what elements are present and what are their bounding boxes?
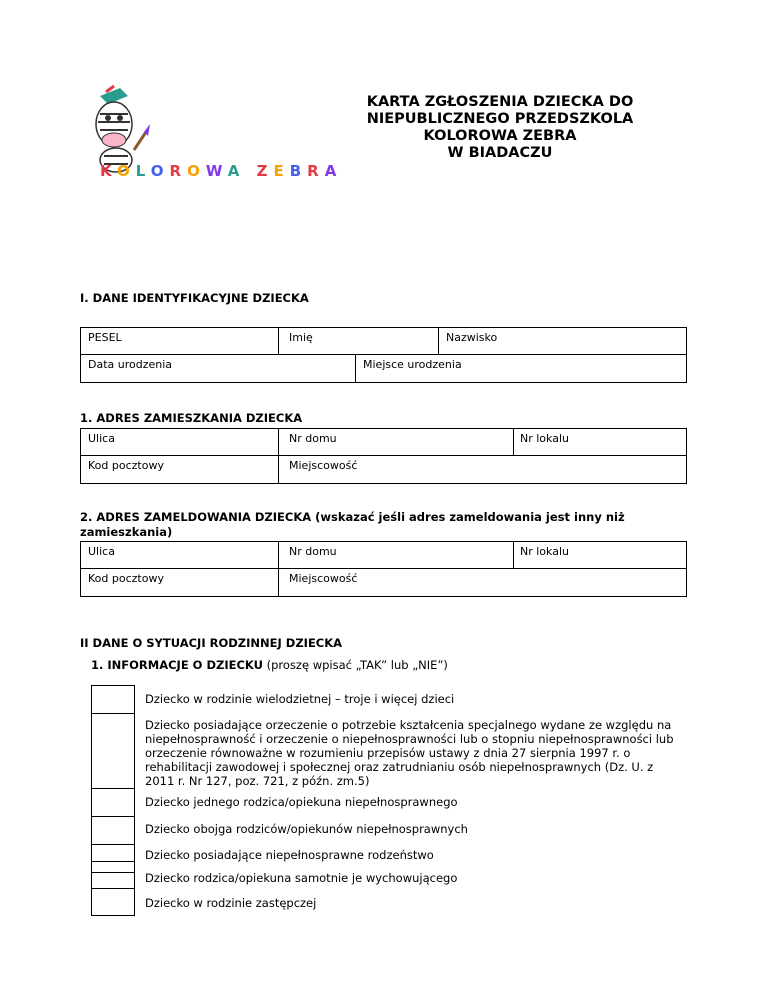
registration-address-table <box>80 541 687 597</box>
logo-letter: K <box>100 162 117 180</box>
logo-letter: B <box>289 162 308 180</box>
pesel-field[interactable]: PESEL <box>88 331 122 344</box>
birth-place-field[interactable]: Miejsce urodzenia <box>363 358 462 371</box>
option-answer-box[interactable] <box>91 685 135 714</box>
option-answer-box[interactable] <box>91 788 135 817</box>
last-name-field[interactable]: Nazwisko <box>446 331 498 344</box>
house-number-field[interactable]: Nr domu <box>289 432 337 445</box>
child-info-subheading <box>91 658 448 672</box>
reg-house-number-field[interactable]: Nr domu <box>289 545 337 558</box>
logo-text <box>100 162 342 180</box>
section-1-heading: I. DANE IDENTYFIKACYJNE DZIECKA <box>80 291 309 305</box>
option-answer-box[interactable] <box>91 816 135 845</box>
child-info-subheading-note: (proszę wpisać „TAK” lub „NIE”) <box>262 658 448 672</box>
reg-city-field[interactable]: Miejscowość <box>289 572 358 585</box>
residence-address-heading: 1. ADRES ZAMIESZKANIA DZIECKA <box>80 411 303 425</box>
document-title <box>330 94 670 162</box>
reg-street-field[interactable]: Ulica <box>88 545 115 558</box>
logo-letter: W <box>205 162 228 180</box>
registration-address-heading: 2. ADRES ZAMELDOWANIA DZIECKA (wskazać jeśli adres zameldowania jest inny niż <box>80 510 625 524</box>
option-text: Dziecko posiadające niepełnosprawne rodzeństwo <box>145 848 434 862</box>
title-line: KARTA ZGŁOSZENIA DZIECKA DO <box>366 94 634 110</box>
option-text: Dziecko w rodzinie wielodzietnej – troje i więcej dzieci <box>145 692 455 706</box>
logo-letter: L <box>135 162 151 180</box>
title-line: W BIADACZU <box>447 145 553 161</box>
option-text: Dziecko rodzica/opiekuna samotnie je wychowującego <box>145 871 458 885</box>
logo-letter: O <box>150 162 170 180</box>
option-text: Dziecko w rodzinie zastępczej <box>145 896 317 910</box>
option-answer-box[interactable] <box>91 888 135 916</box>
logo-letter: R <box>307 162 325 180</box>
street-field[interactable]: Ulica <box>88 432 115 445</box>
reg-apartment-number-field[interactable]: Nr lokalu <box>520 545 569 558</box>
option-answer-box[interactable] <box>91 713 135 789</box>
option-answer-box[interactable] <box>91 861 135 889</box>
title-line: KOLOROWA ZEBRA <box>423 128 577 144</box>
logo-letter: O <box>116 162 136 180</box>
postal-code-field[interactable]: Kod pocztowy <box>88 459 164 472</box>
logo-letter: E <box>273 162 290 180</box>
birth-date-field[interactable]: Data urodzenia <box>88 358 173 371</box>
title-line: NIEPUBLICZNEGO PRZEDSZKOLA <box>366 111 634 127</box>
logo-letter: A <box>324 162 343 180</box>
residence-address-table <box>80 428 687 484</box>
option-text: Dziecko posiadające orzeczenie o potrzebie kształcenia specjalnego wydane ze względu na niepełnosprawność i orzeczenie o niepełnosprawności lub o stopniu niepełnosprawności lub orzeczenie równoważne w rozumieniu przepisów ustawy z dnia 27 sierpnia 1997 r. o rehabilitacji zawodowej i społecznej oraz zatrudnianiu osób niepełnosprawnych (Dz. U. z 2011 r. Nr 127, poz. 721, z późn. zm.5) <box>145 718 674 788</box>
child-info-subheading-bold: 1. INFORMACJE O DZIECKU <box>91 658 263 672</box>
logo-letter: R <box>169 162 188 180</box>
apartment-number-field[interactable]: Nr lokalu <box>520 432 569 445</box>
registration-address-heading-cont: zamieszkania) <box>80 525 173 539</box>
first-name-field[interactable]: Imię <box>289 331 313 344</box>
section-2-heading: II DANE O SYTUACJI RODZINNEJ DZIECKA <box>80 636 343 650</box>
logo-letter: O <box>187 162 206 180</box>
option-text: Dziecko obojga rodziców/opiekunów niepełnosprawnych <box>145 822 468 836</box>
option-text: Dziecko jednego rodzica/opiekuna niepełnosprawnego <box>145 795 458 809</box>
identification-table <box>80 327 687 383</box>
city-field[interactable]: Miejscowość <box>289 459 358 472</box>
logo-letter: Z <box>256 162 274 180</box>
reg-postal-code-field[interactable]: Kod pocztowy <box>88 572 164 585</box>
logo-letter: A <box>227 162 246 180</box>
logo-letter <box>245 162 256 180</box>
